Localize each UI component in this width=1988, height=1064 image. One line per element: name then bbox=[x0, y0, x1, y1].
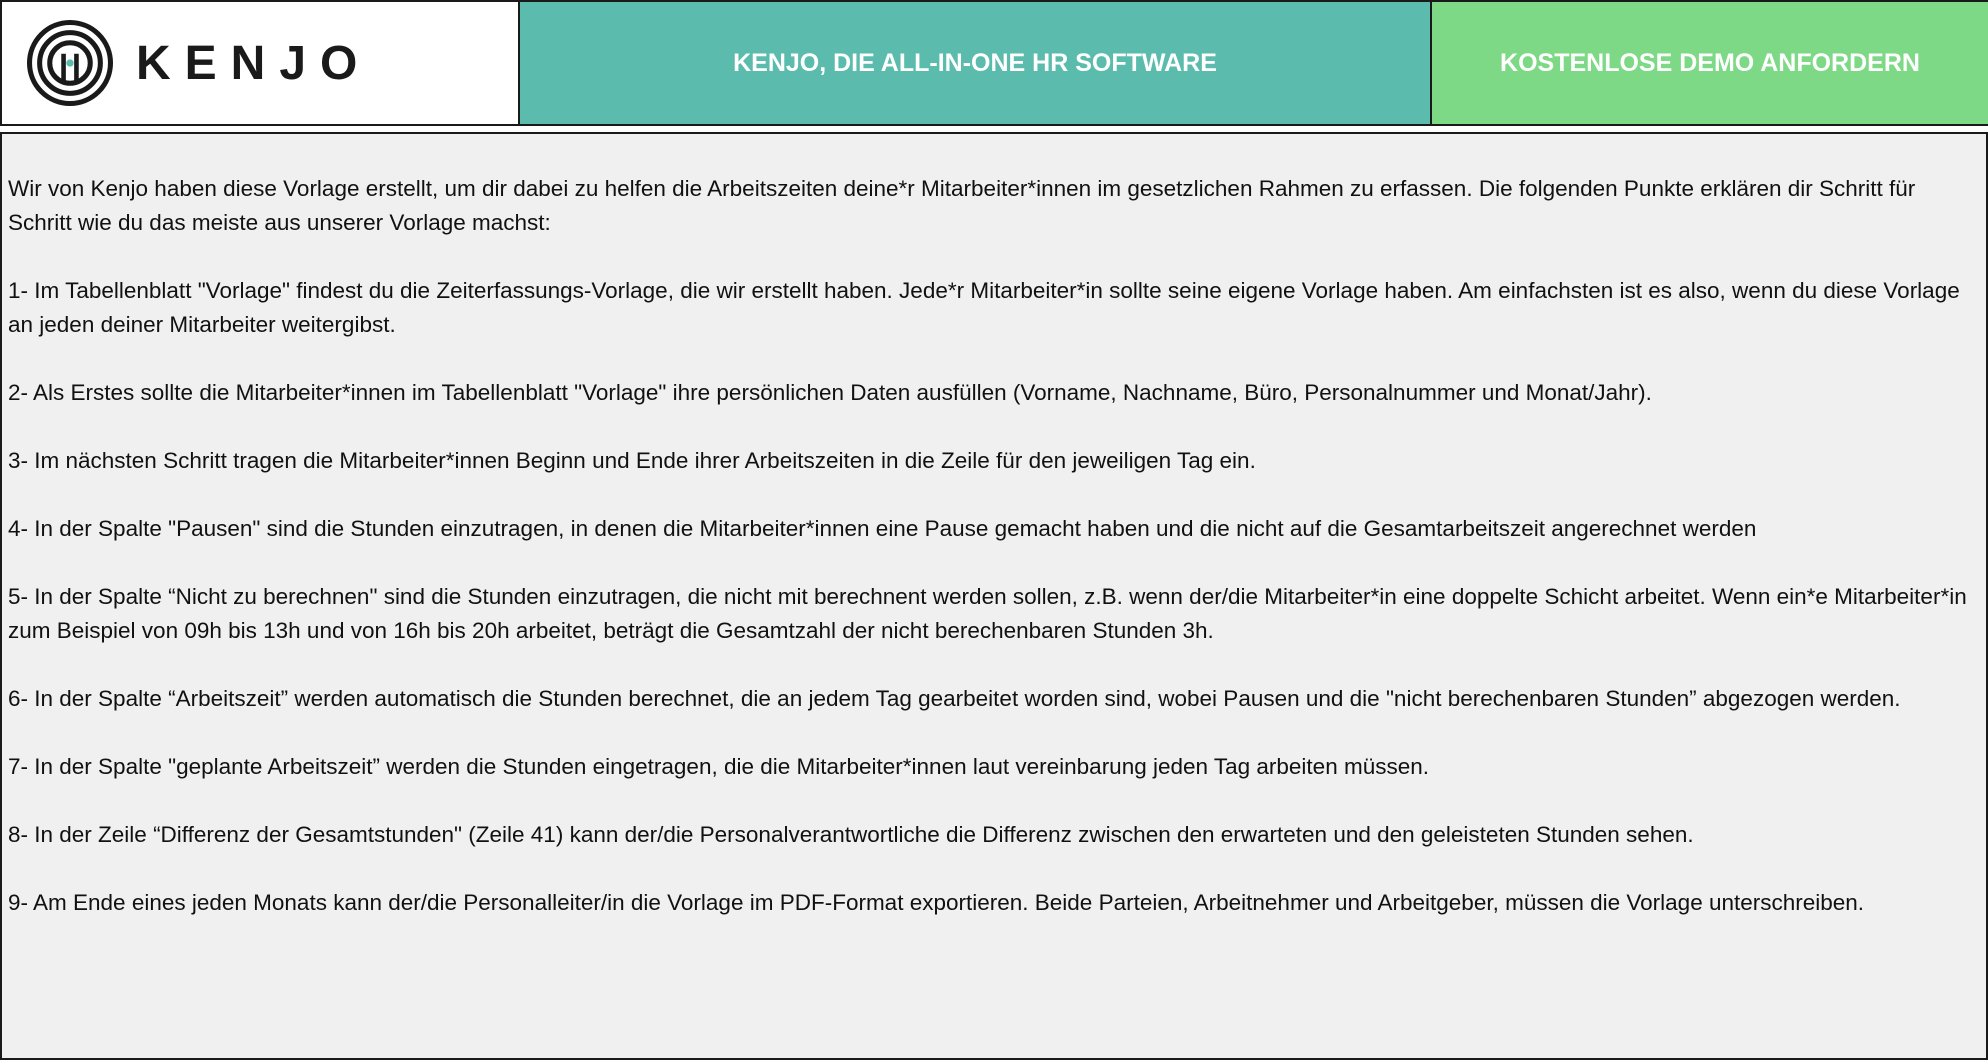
instruction-step-1: 1- Im Tabellenblatt "Vorlage" findest du die Zeiterfassungs-Vorlage, die wir erstellt haben. Jede*r Mitarbeiter*in sollte seine eigene Vorlage haben. Am einfachsten ist es also, wenn du diese Vorlage an jeden deiner Mitarbeiter weitergibst. bbox=[8, 278, 1960, 337]
header-bar bbox=[0, 0, 1988, 126]
instruction-step-6: 6- In der Spalte “Arbeitszeit” werden automatisch die Stunden berechnet, die an jedem Tag gearbeitet worden sind, wobei Pausen und die "nicht berechenbaren Stunden” abgezogen werden. bbox=[8, 686, 1901, 711]
instruction-step-9: 9- Am Ende eines jeden Monats kann der/die Personalleiter/in die Vorlage im PDF-Format exportieren. Beide Parteien, Arbeitnehmer und Arbeitgeber, müssen die Vorlage unterschreiben. bbox=[8, 890, 1865, 915]
instruction-step-3: 3- Im nächsten Schritt tragen die Mitarbeiter*innen Beginn und Ende ihrer Arbeitszeiten in die Zeile für den jeweiligen Tag ein. bbox=[8, 448, 1256, 473]
logo-text: KENJO bbox=[136, 36, 372, 90]
instruction-step-2: 2- Als Erstes sollte die Mitarbeiter*innen im Tabellenblatt "Vorlage" ihre persönlichen Daten ausfüllen (Vorname, Nachname, Büro, Personalnummer und Monat/Jahr). bbox=[8, 380, 1652, 405]
demo-request-button[interactable]: KOSTENLOSE DEMO ANFORDERN bbox=[1432, 2, 1988, 124]
kenjo-logo-icon bbox=[24, 17, 116, 109]
instructions-intro: Wir von Kenjo haben diese Vorlage erstellt, um dir dabei zu helfen die Arbeitszeiten deine*r Mitarbeiter*innen im gesetzlichen Rahmen zu erfassen. Die folgenden Punkte erklären dir Schritt für Schritt wie du das meiste aus unserer Vorlage machst: bbox=[8, 176, 1916, 235]
instructions-panel bbox=[0, 132, 1988, 1060]
instruction-step-4: 4- In der Spalte "Pausen" sind die Stunden einzutragen, in denen die Mitarbeiter*innen eine Pause gemacht haben und die nicht auf die Gesamtarbeitszeit angerechnet werden bbox=[8, 516, 1757, 541]
instruction-step-5: 5- In der Spalte “Nicht zu berechnen" sind die Stunden einzutragen, die nicht mit berechnent werden sollen, z.B. wenn der/die Mitarbeiter*in eine doppelte Schicht arbeitet. Wenn ein*e Mitarbeiter*in zum Beispiel von 09h bis 13h und von 16h bis 20h arbeitet, beträgt die Gesamtzahl der nicht berechenbaren Stunden 3h. bbox=[8, 584, 1967, 643]
instruction-step-8: 8- In der Zeile “Differenz der Gesamtstunden" (Zeile 41) kann der/die Personalverantwortliche die Differenz zwischen den erwarteten und den geleisteten Stunden sehen. bbox=[8, 822, 1694, 847]
software-link-button[interactable]: KENJO, DIE ALL-IN-ONE HR SOFTWARE bbox=[520, 2, 1432, 124]
instruction-step-7: 7- In der Spalte "geplante Arbeitszeit” werden die Stunden eingetragen, die die Mitarbeiter*innen laut vereinbarung jeden Tag arbeiten müssen. bbox=[8, 754, 1429, 779]
logo-cell[interactable] bbox=[0, 2, 520, 124]
